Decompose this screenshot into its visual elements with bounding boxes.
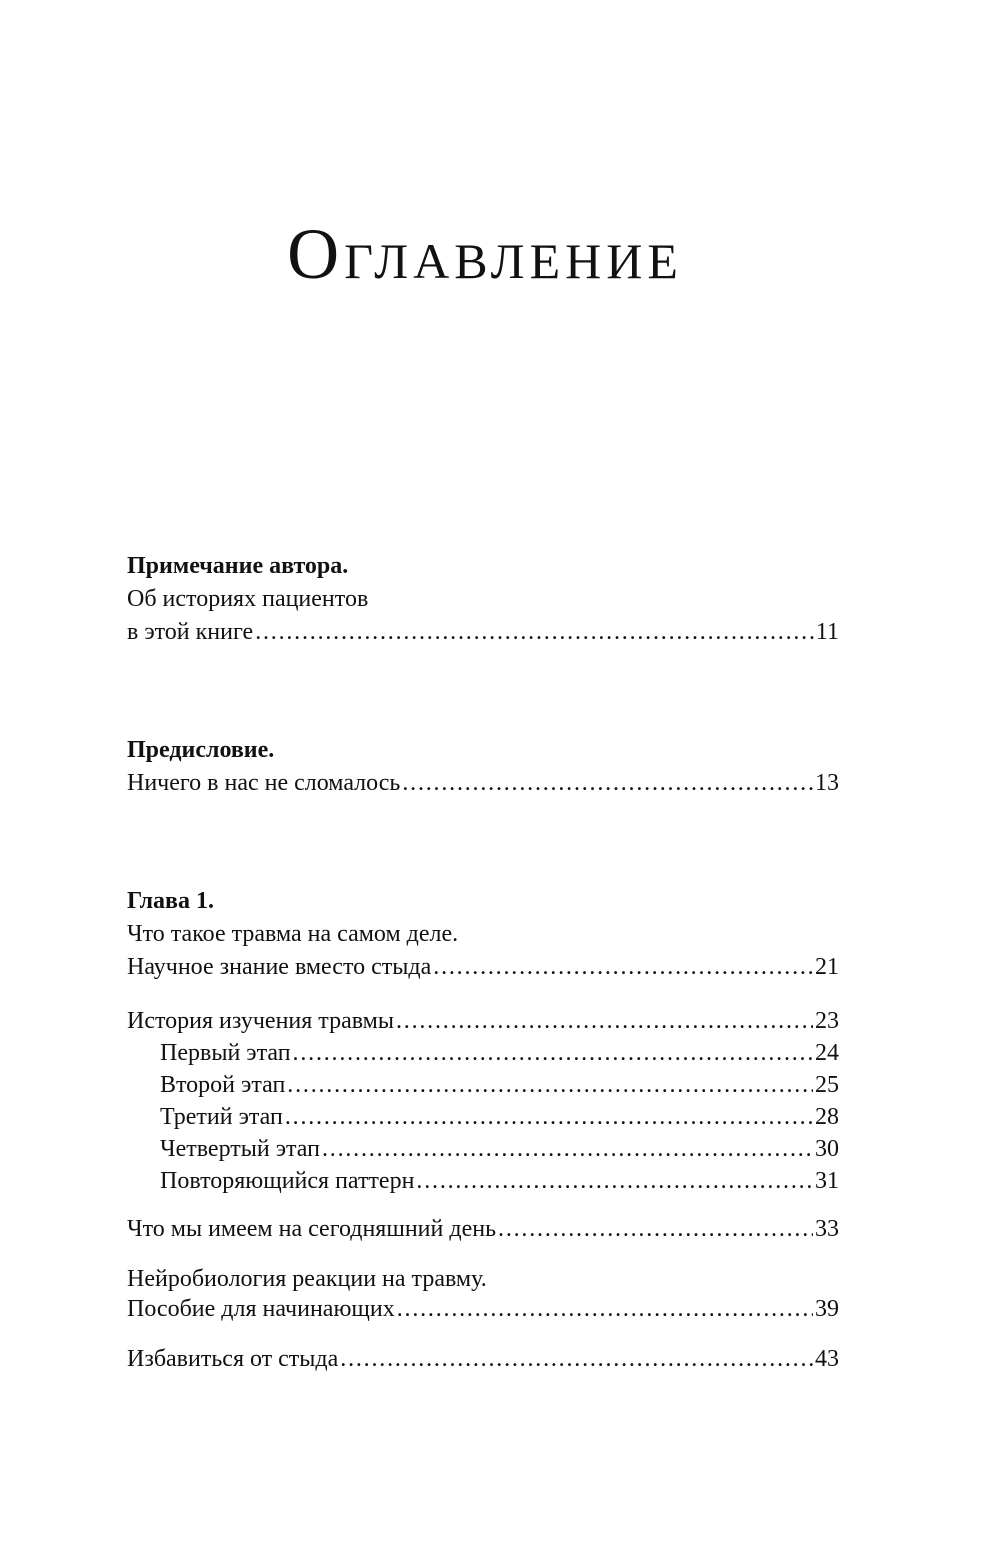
- dot-leader: [416, 1165, 813, 1198]
- dot-leader: [433, 951, 813, 984]
- toc-page-number: 23: [815, 1008, 839, 1034]
- toc-page-number: 21: [815, 954, 839, 980]
- toc-entry-text[interactable]: Об историях пациентов: [127, 586, 369, 612]
- toc-entry-text: Первый этап: [160, 1040, 291, 1066]
- dot-leader: [402, 767, 813, 800]
- toc-subentry-stage-1[interactable]: [160, 1037, 839, 1070]
- toc-entry-text: Пособие для начинающих: [127, 1296, 395, 1322]
- toc-entry-author-note[interactable]: [127, 616, 839, 649]
- toc-entry-history[interactable]: [127, 1005, 839, 1038]
- toc-page-number: 30: [815, 1136, 839, 1162]
- toc-entry-text: Третий этап: [160, 1104, 283, 1130]
- toc-heading-chapter-1[interactable]: Глава 1.: [127, 888, 214, 914]
- dot-leader: [340, 1343, 813, 1376]
- toc-entry-text[interactable]: Что такое травма на самом деле.: [127, 921, 459, 947]
- dot-leader: [255, 616, 814, 649]
- toc-entry-text: Научное знание вместо стыда: [127, 954, 432, 980]
- dot-leader: [322, 1133, 813, 1166]
- toc-page-number: 25: [815, 1072, 839, 1098]
- dot-leader: [287, 1069, 813, 1102]
- toc-entry-shame[interactable]: [127, 1343, 839, 1376]
- toc-entry-text: Четвертый этап: [160, 1136, 320, 1162]
- page-title: Оглавление: [287, 214, 683, 294]
- toc-entry-chapter-1[interactable]: [127, 951, 839, 984]
- toc-subentry-repeating-pattern[interactable]: [160, 1165, 839, 1198]
- toc-subentry-stage-4[interactable]: [160, 1133, 839, 1166]
- toc-page-number: 13: [815, 770, 839, 796]
- toc-entry-text: Ничего в нас не сломалось: [127, 770, 401, 796]
- toc-page-number: 11: [815, 619, 839, 645]
- toc-page-number: 24: [815, 1040, 839, 1066]
- toc-entry-text: Избавиться от стыда: [127, 1346, 339, 1372]
- toc-heading-preface[interactable]: Предисловие.: [127, 737, 275, 763]
- toc-entry-neurobiology[interactable]: [127, 1293, 839, 1326]
- toc-subentry-stage-2[interactable]: [160, 1069, 839, 1102]
- toc-page-number: 31: [815, 1168, 839, 1194]
- toc-entry-text: Второй этап: [160, 1072, 286, 1098]
- toc-entry-text: Что мы имеем на сегодняшний день: [127, 1216, 497, 1242]
- dot-leader: [396, 1005, 813, 1038]
- toc-entry-text: в этой книге: [127, 619, 254, 645]
- toc-entry-text[interactable]: Нейробиология реакции на травму.: [127, 1266, 487, 1292]
- dot-leader: [498, 1213, 813, 1246]
- toc-page-number: 39: [815, 1296, 839, 1322]
- toc-entry-preface[interactable]: [127, 767, 839, 800]
- toc-subentry-stage-3[interactable]: [160, 1101, 839, 1134]
- toc-entry-text: Повторяющийся паттерн: [160, 1168, 415, 1194]
- toc-entry-today[interactable]: [127, 1213, 839, 1246]
- toc-page-number: 33: [815, 1216, 839, 1242]
- toc-entry-text: История изучения травмы: [127, 1008, 394, 1034]
- toc-page-number: 28: [815, 1104, 839, 1130]
- toc-page-number: 43: [815, 1346, 839, 1372]
- dot-leader: [293, 1037, 813, 1070]
- dot-leader: [285, 1101, 813, 1134]
- toc-heading-author-note[interactable]: Примечание автора.: [127, 553, 349, 579]
- dot-leader: [397, 1293, 813, 1326]
